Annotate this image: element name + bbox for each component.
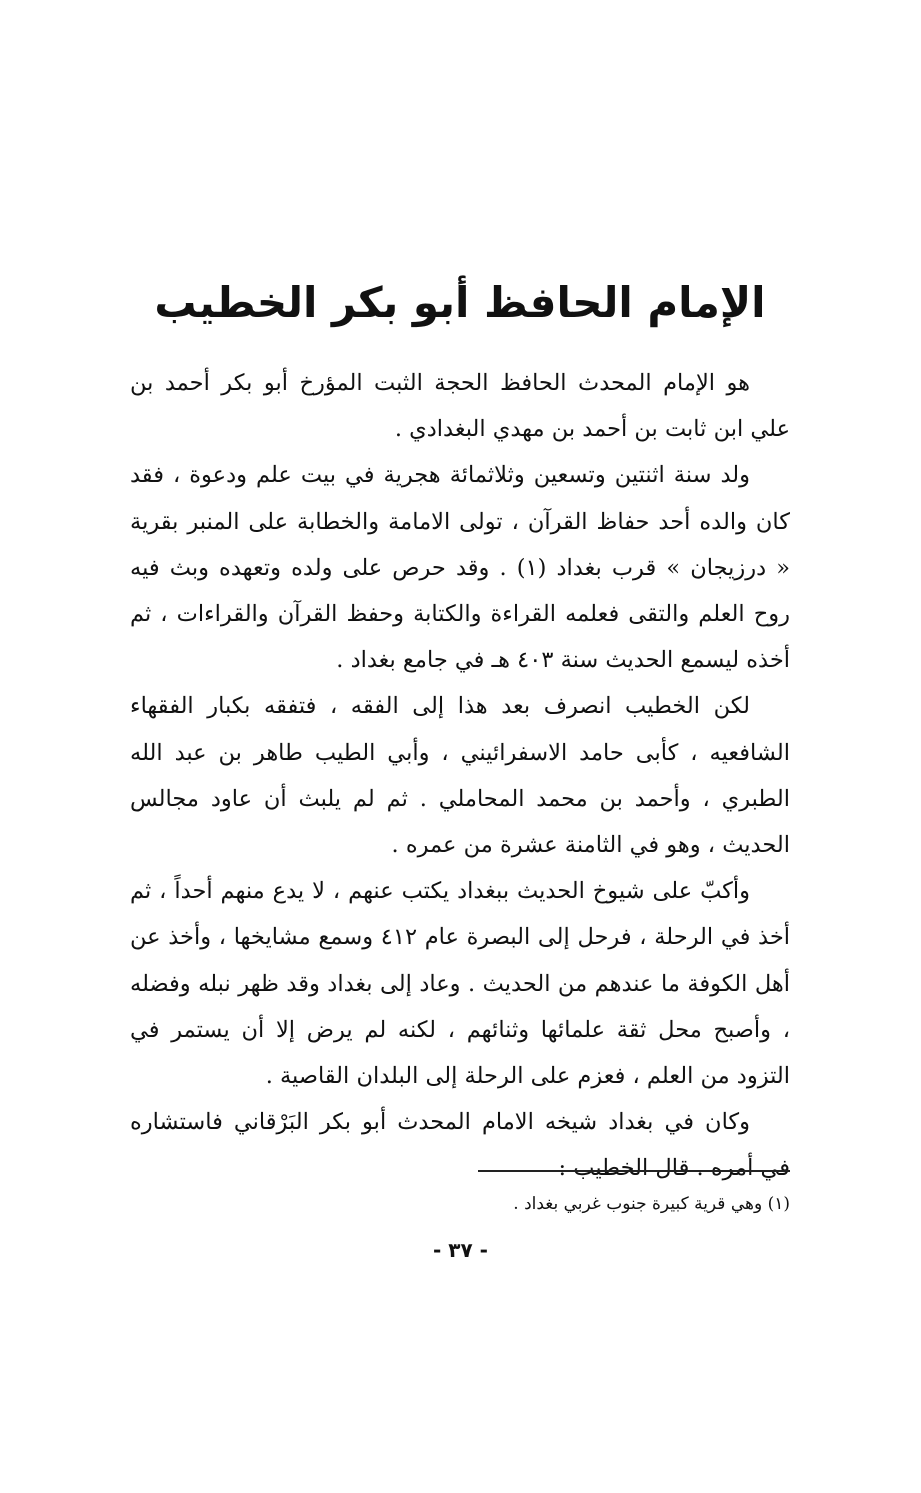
body-text [130,360,790,1192]
paragraph: هو الإمام المحدث الحافظ الحجة الثبت المؤرخ أبو بكر أحمد بن علي ابن ثابت بن أحمد بن مهدي البغدادي . [130,370,790,443]
paragraph: وأكبّ على شيوخ الحديث ببغداد يكتب عنهم ، لا يدع منهم أحداً ، ثم أخذ في الرحلة ، فرحل إلى البصرة عام ٤١٢ وسمع مشايخها ، وأخذ عن أهل الكوفة ما عندهم من الحديث . وعاد إلى بغداد وقد ظهر نبله وفضله ، وأصبح محل ثقة علمائها وثنائهم ، لكنه لم يرض إلا أن يستمر في التزود من العلم ، فعزم على الرحلة إلى البلدان القاصية . [130,878,791,1090]
paragraph: لكن الخطيب انصرف بعد هذا إلى الفقه ، فتفقه بكبار الفقهاء الشافعيه ، كأبى حامد الاسفرائيني ، وأبي الطيب طاهر بن عبد الله الطبري ، وأحمد بن محمد المحاملي . ثم لم يلبث أن عاود مجالس الحديث ، وهو في الثامنة عشرة من عمره . [130,693,790,859]
paragraph: وكان في بغداد شيخه الامام المحدث أبو بكر البَرْقاني فاستشاره في أمره . قال الخطيب : [130,1109,790,1182]
page-number: - ٣٧ - [433,1238,488,1262]
footnote: (١) وهي قرية كبيرة جنوب غربي بغداد . [513,1194,790,1214]
paragraph: ولد سنة اثنتين وتسعين وثلاثمائة هجرية في بيت علم ودعوة ، فقد كان والده أحد حفاظ القرآن ، تولى الامامة والخطابة على المنبر بقرية « درزيجان » قرب بغداد (١) . وقد حرص على ولده وتعهده وبث فيه روح العلم والتقى فعلمه القراءة والكتابة وحفظ القرآن والقراءات ، ثم أخذه ليسمع الحديث سنة ٤٠٣ هـ في جامع بغداد . [130,462,790,674]
footnote-divider [478,1170,790,1172]
chapter-title: الإمام الحافظ أبو بكر الخطيب [154,278,766,327]
